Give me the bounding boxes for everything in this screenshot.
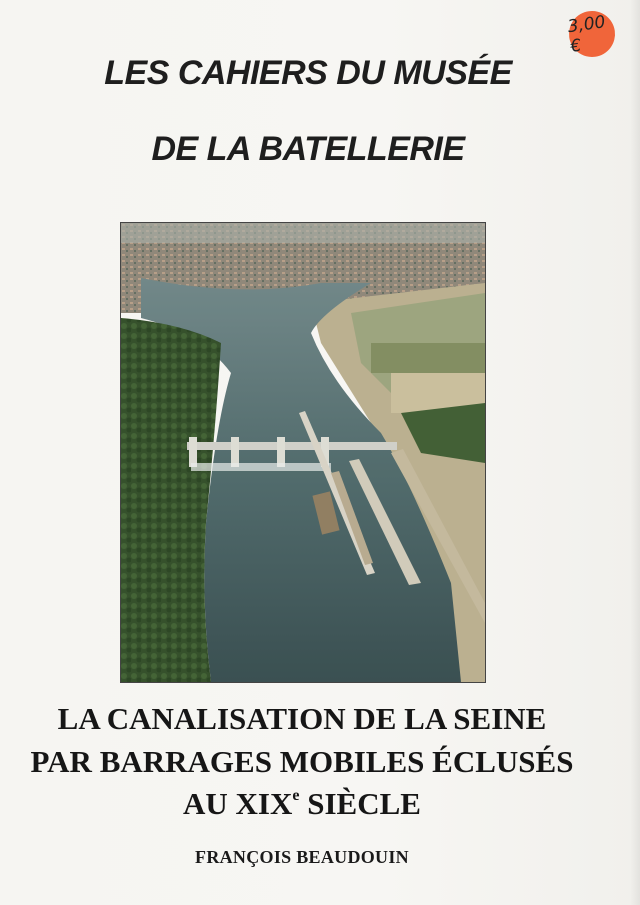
page-edge-shadow [630,0,640,905]
series-title-line-1: LES CAHIERS DU MUSÉE [104,54,512,92]
book-title-line-3 [0,786,604,822]
book-title-line-1: LA CANALISATION DE LA SEINE [57,701,547,736]
title-line-3-main: AU XIX [183,786,293,821]
price-label: 3,00 € [566,12,607,58]
aerial-photo-illustration [121,223,485,682]
author-name: FRANÇOIS BEAUDOUIN [195,847,409,867]
title-line-3-end: SIÈCLE [299,786,421,821]
title-line-3-superscript: e [292,786,300,804]
book-title-line-2: PAR BARRAGES MOBILES ÉCLUSÉS [30,744,574,779]
price-sticker [566,8,618,60]
series-title-line-2: DE LA BATELLERIE [151,130,465,168]
cover-photo-aerial-river-dam [121,223,485,682]
